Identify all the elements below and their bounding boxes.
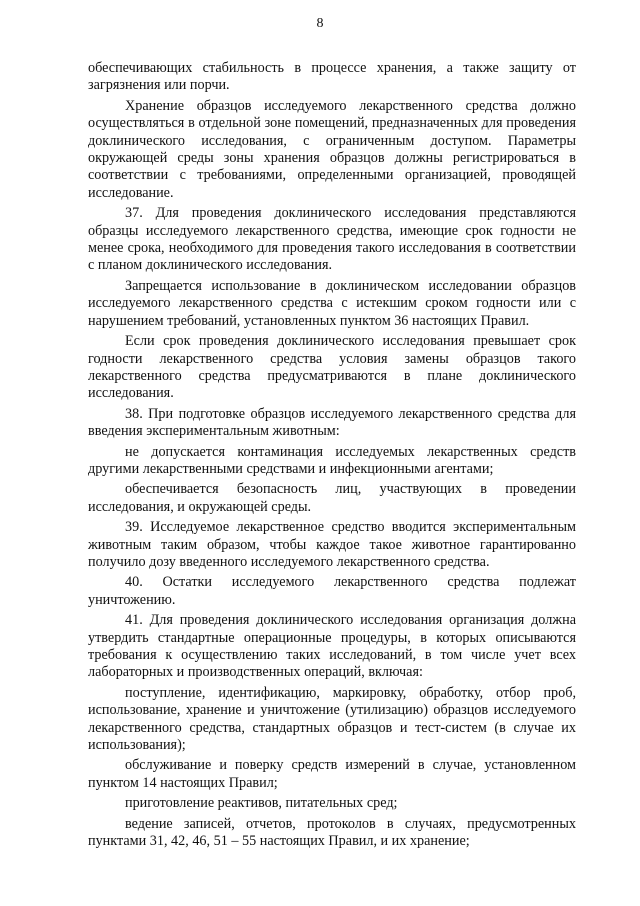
paragraph-expired-prohibition: Запрещается использование в доклиническом исследовании образцов исследуемого лекарственного средства с истекшим сроком годности или с нарушением требований, установленных пунктом 36 настоящих Правил.: [88, 277, 576, 329]
paragraph-reagents: приготовление реактивов, питательных сред;: [125, 795, 398, 812]
paragraph-safety: обеспечивается безопасность лиц, участвующих в проведении исследования, и окружающей среды.: [88, 481, 576, 515]
paragraph-replacement-conditions: Если срок проведения доклинического исследования превышает срок годности лекарственного средства условия замены образцов такого лекарственного средства предусматриваются в плане доклинического исследования.: [88, 333, 576, 402]
paragraph-item-38: 38. При подготовке образцов исследуемого лекарственного средства для введения экспериментальным животным:: [88, 405, 576, 440]
paragraph-storage-zone: Хранение образцов исследуемого лекарственного средства должно осуществляться в отдельной зоне помещений, предназначенных для проведения доклинического исследования, с ограниченным доступом. Параметры окружающей среды зоны хранения образцов должны регистрироваться в соответствии с требованиями, определенными организацией, проводящей исследование.: [88, 97, 576, 201]
paragraph-records: ведение записей, отчетов, протоколов в случаях, предусмотренных пунктами 31, 42, 46, 51 – 55 настоящих Правил, и их хранение;: [88, 815, 576, 850]
paragraph-item-37: 37. Для проведения доклинического исследования представляются образцы исследуемого лекарственного средства, имеющие срок годности не менее срока, необходимого для проведения такого исследования в соответствии с планом доклинического исследования.: [88, 205, 576, 274]
paragraph-calibration: обслуживание и поверку средств измерений в случае, установленном пунктом 14 настоящих Правил;: [88, 757, 576, 791]
paragraph-item-41: 41. Для проведения доклинического исследования организация должна утвердить стандартные операционные процедуры, в которых описываются требования к осуществлению таких исследований, в том числе учет всех лабораторных и производственных операций, включая:: [88, 612, 576, 681]
paragraph-receipt-handling: поступление, идентификацию, маркировку, обработку, отбор проб, использование, хранение и уничтожение (утилизацию) образцов исследуемого лекарственного средства, стандартных образцов и тест-систем (в случае их использования);: [88, 684, 576, 754]
page-number: 8: [316, 16, 324, 31]
paragraph-continuation: обеспечивающих стабильность в процессе хранения, а также защиту от загрязнения или порчи.: [88, 60, 576, 94]
paragraph-item-39: 39. Исследуемое лекарственное средство вводится экспериментальным животным таким образом, чтобы каждое такое животное гарантированно получило дозу введенного исследуемого лекарственного средства.: [88, 519, 576, 570]
paragraph-contamination: не допускается контаминация исследуемых лекарственных средств другими лекарственными средствами и инфекционными агентами;: [88, 443, 576, 477]
paragraph-item-40: 40. Остатки исследуемого лекарственного средства подлежат уничтожению.: [88, 574, 576, 608]
document-body: [88, 60, 576, 853]
